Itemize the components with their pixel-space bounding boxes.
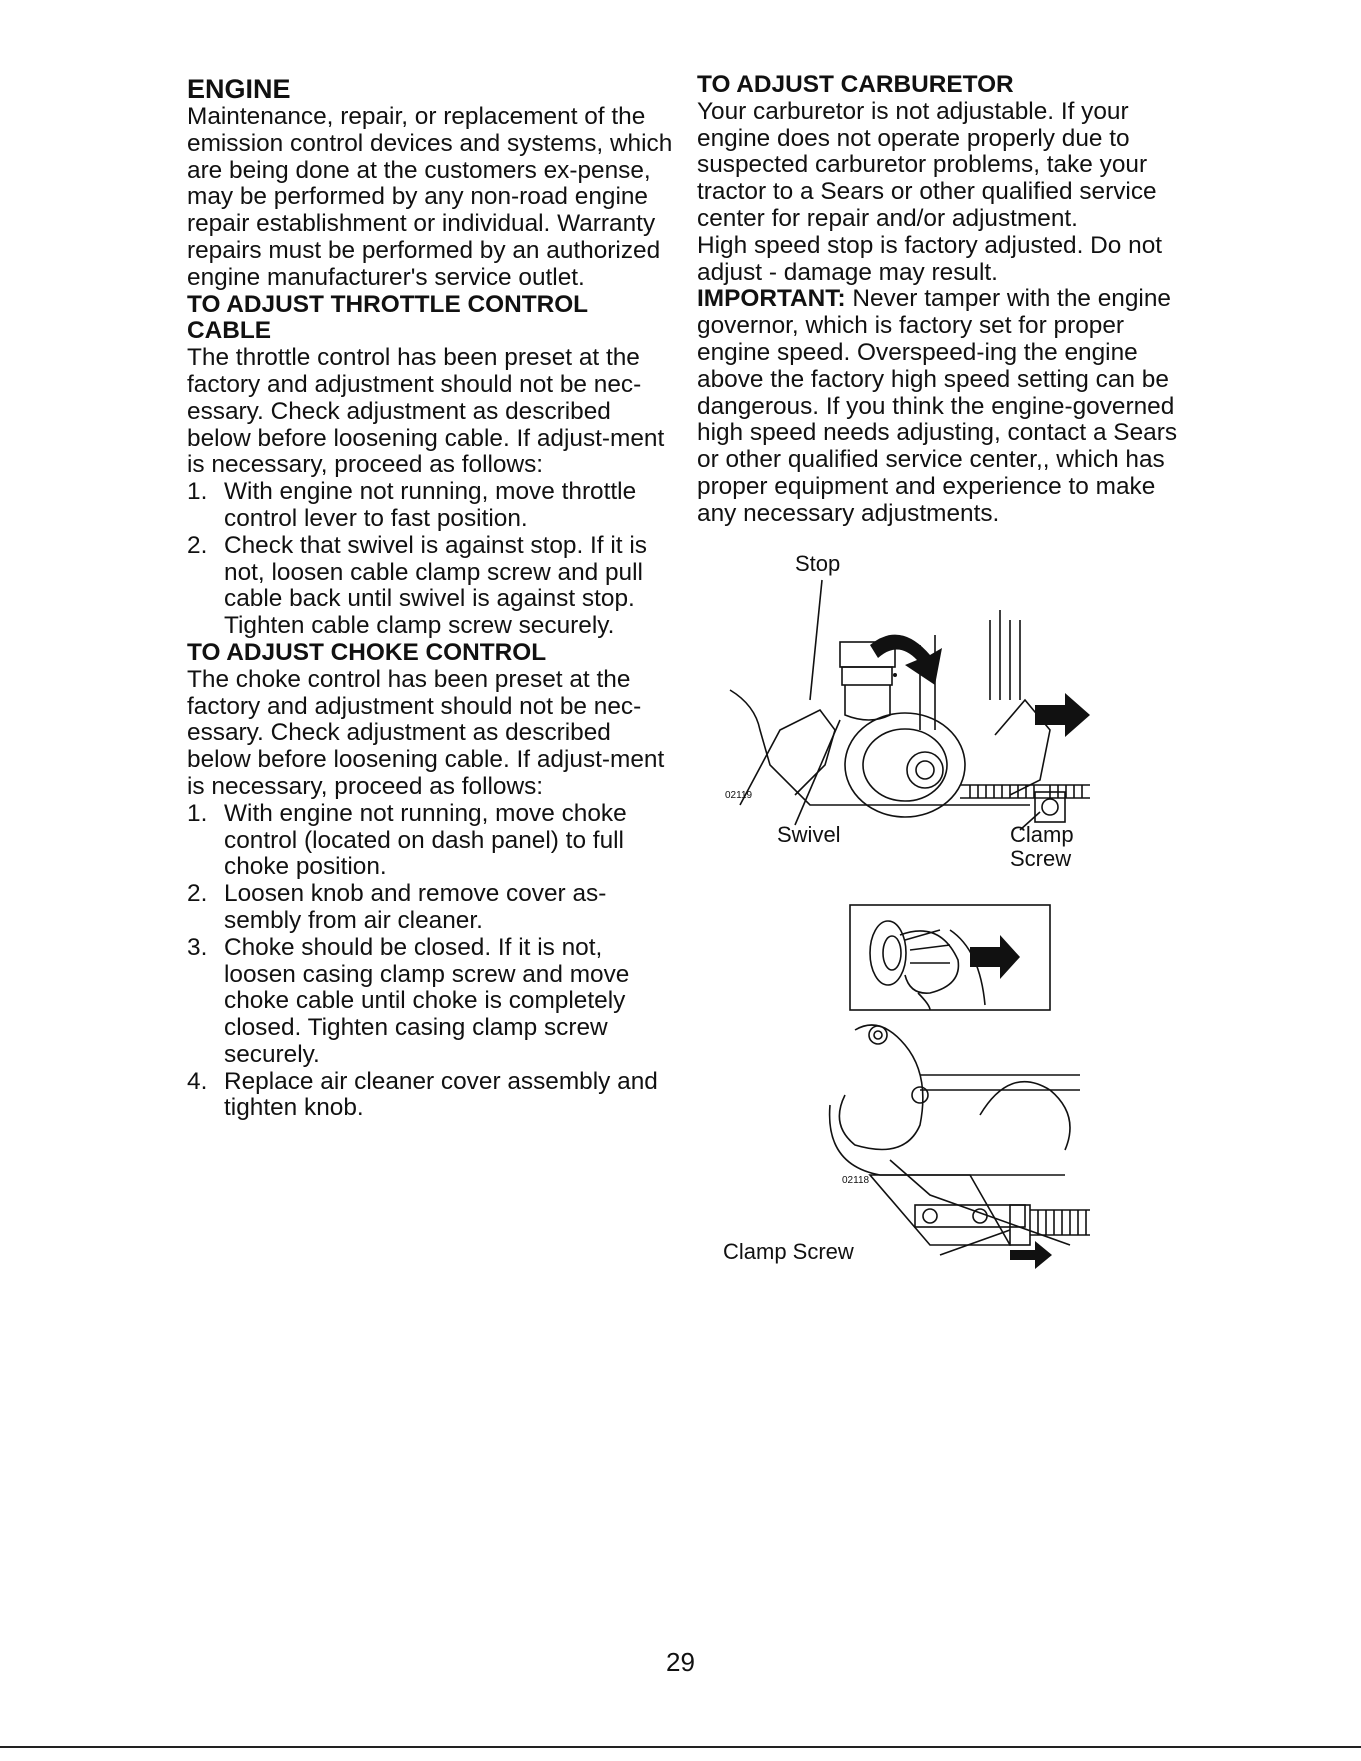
step-text: Choke should be closed. If it is not, loosen casing clamp screw and move choke cable until choke is completely closed. Tighten casing clamp screw securely. bbox=[224, 933, 630, 1068]
important-paragraph bbox=[697, 286, 1187, 527]
choke-step-1 bbox=[187, 801, 677, 881]
important-text: Never tamper with the engine governor, which is factory set for proper engine speed. Overspeed-ing the engine above the factory high speed setting can be dangerous. If you think the engine-governed high speed needs adjusting, contact a Sears or other qualified service center,, which has proper equipment and experience to make any necessary adjustments. bbox=[697, 285, 1178, 527]
choke-figure bbox=[723, 905, 1120, 1300]
clamp-label-line1: Clamp bbox=[1010, 822, 1074, 847]
carburetor-heading: TO ADJUST CARBURETOR bbox=[697, 71, 1014, 98]
step-number: 1. bbox=[187, 799, 208, 827]
choke-heading: TO ADJUST CHOKE CONTROL bbox=[187, 638, 547, 666]
step-text: With engine not running, move throttle control lever to fast position. bbox=[224, 478, 637, 532]
choke-step-4 bbox=[187, 1069, 677, 1123]
throttle-paragraph: The throttle control has been preset at the factory and adjustment should not be nec-essary. Check adjustment as described below before loosening cable. If adjust-ment is necessary, proceed as follows: bbox=[187, 344, 665, 479]
throttle-figure bbox=[710, 551, 1130, 880]
step-number: 3. bbox=[187, 933, 208, 961]
engine-paragraph: Maintenance, repair, or replacement of the emission control devices and systems, which are being done at the customers ex-pense, may be performed by any non-road engine repair establishment or individual. Warranty repairs must be performed by an authorized engine manufacturer's service outlet. bbox=[187, 103, 673, 291]
right-column bbox=[697, 70, 1187, 528]
step-text: Replace air cleaner cover assembly and tighten knob. bbox=[224, 1067, 658, 1122]
choke-paragraph: The choke control has been preset at the factory and adjustment should not be nec-essary. Check adjustment as described below before loosening cable. If adjust-ment is necessary, proceed as follows: bbox=[187, 665, 665, 800]
clamp-label-line2: Screw bbox=[1010, 846, 1072, 871]
engine-heading: ENGINE bbox=[187, 74, 291, 104]
step-text: With engine not running, move choke control (located on dash panel) to full choke position. bbox=[224, 799, 627, 881]
choke-step-3 bbox=[187, 935, 677, 1069]
choke-illustration bbox=[810, 905, 1120, 1300]
throttle-steps bbox=[187, 479, 677, 640]
clamp-screw-label: Clamp Screw bbox=[723, 1239, 854, 1264]
carburetor-paragraph: Your carburetor is not adjustable. If your engine does not operate properly due to suspected carburetor problems, take your tractor to a Sears or other qualified service center for repair and/or adjustment. bbox=[697, 97, 1157, 232]
left-column bbox=[187, 70, 677, 1122]
figure-code: 02118 bbox=[842, 1175, 870, 1186]
step-text: Loosen knob and remove cover as-sembly from air cleaner. bbox=[224, 880, 607, 934]
stop-label: Stop bbox=[795, 551, 841, 576]
important-label: IMPORTANT: bbox=[697, 285, 846, 313]
step-number: 2. bbox=[187, 531, 208, 559]
step-number: 4. bbox=[187, 1067, 208, 1095]
throttle-step-1 bbox=[187, 479, 677, 533]
swivel-label: Swivel bbox=[777, 822, 841, 847]
throttle-step-2 bbox=[187, 533, 677, 640]
page-number: 29 bbox=[666, 1647, 695, 1677]
step-number: 1. bbox=[187, 478, 208, 506]
throttle-heading: TO ADJUST THROTTLE CONTROL CABLE bbox=[187, 290, 588, 345]
choke-steps bbox=[187, 801, 677, 1123]
step-number: 2. bbox=[187, 880, 208, 908]
step-text: Check that swivel is against stop. If it is not, loosen cable clamp screw and pull cable back until swivel is against stop. Tighten cable clamp screw securely. bbox=[224, 531, 647, 640]
figure-code: 02119 bbox=[725, 790, 753, 801]
footer-rule bbox=[0, 1746, 1361, 1748]
choke-step-2 bbox=[187, 881, 677, 935]
high-speed-paragraph: High speed stop is factory adjusted. Do not adjust - damage may result. bbox=[697, 231, 1163, 286]
